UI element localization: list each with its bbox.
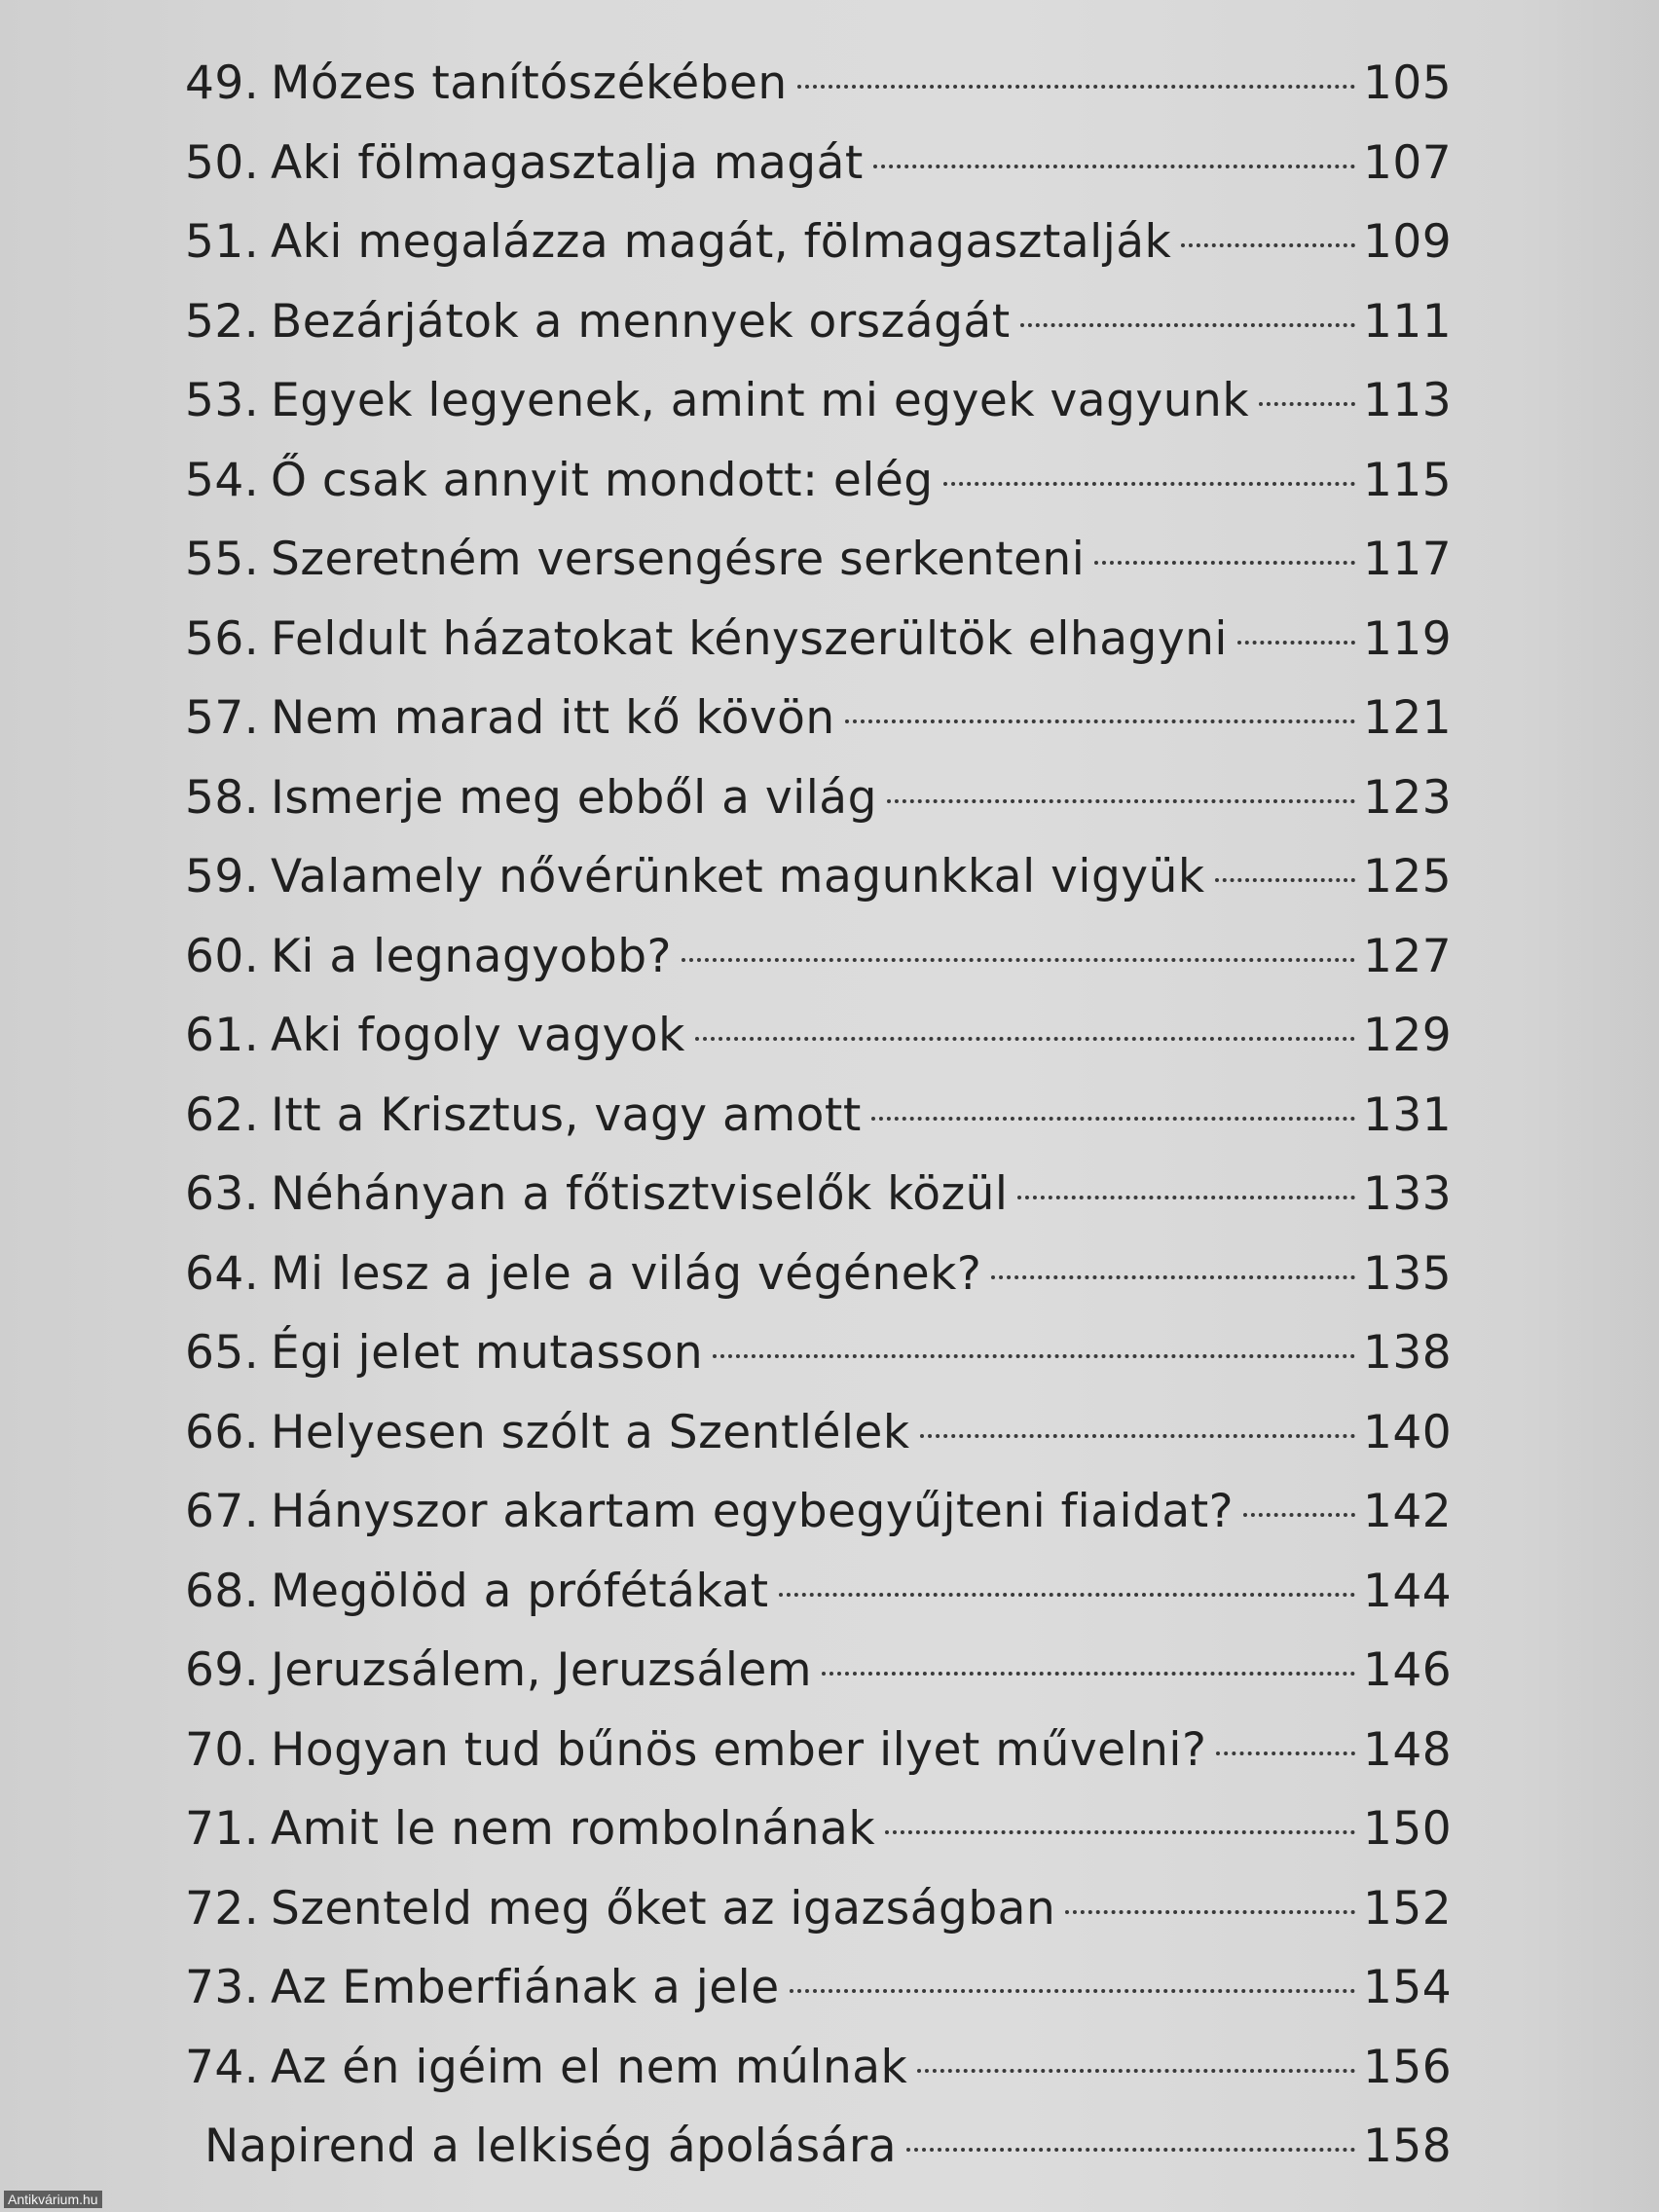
toc-entry-page: 150 [1363, 1802, 1453, 1856]
toc-entry-page: 158 [1363, 2120, 1453, 2173]
toc-entry-number: 69. [185, 1643, 260, 1697]
toc-entry [185, 850, 1451, 930]
toc-entry-title: Hogyan tud bűnös ember ilyet művelni? [271, 1722, 1207, 1777]
toc-entry-number: 61. [185, 1009, 260, 1062]
toc-entry-page: 121 [1363, 691, 1453, 745]
toc-entry-page: 140 [1363, 1405, 1453, 1459]
toc-entry-number: 63. [185, 1167, 260, 1221]
dot-leader [871, 1117, 1355, 1121]
toc-entry-page: 113 [1363, 374, 1453, 427]
toc-entry-page: 154 [1363, 1961, 1453, 2014]
toc-entry-title: Nem marad itt kő kövön [271, 691, 835, 745]
toc-entry-page: 127 [1363, 929, 1453, 983]
toc-entry-page: 129 [1363, 1009, 1453, 1062]
toc-entry-title: Aki megalázza magát, fölmagasztalják [271, 215, 1172, 269]
dot-leader [713, 1354, 1355, 1358]
toc-entry [185, 2041, 1451, 2120]
toc-entry [185, 771, 1451, 851]
toc-entry-page: 133 [1363, 1167, 1453, 1221]
toc-entry-number: 53. [185, 374, 260, 427]
toc-entry-title: Feldult házatokat kényszerültök elhagyni [271, 611, 1228, 666]
toc-entry-title: Az én igéim el nem múlnak [271, 2040, 908, 2094]
toc-entry-number: 73. [185, 1961, 260, 2014]
dot-leader [1181, 243, 1355, 247]
dot-leader [1237, 641, 1355, 645]
toc-entry [185, 1326, 1451, 1406]
toc-entry [185, 1167, 1451, 1247]
toc-entry-page: 107 [1363, 135, 1453, 190]
toc-entry-number: 58. [185, 770, 260, 825]
dot-leader [1020, 323, 1355, 327]
toc-entry-title: Ismerje meg ebből a világ [271, 770, 877, 825]
dot-leader [906, 2148, 1355, 2152]
toc-entry [185, 1088, 1451, 1168]
dot-leader [790, 1989, 1355, 1993]
toc-entry-title: Itt a Krisztus, vagy amott [271, 1088, 862, 1142]
toc-entry-number: 72. [185, 1881, 260, 1936]
toc-entry-number: 60. [185, 929, 260, 983]
toc-entry-title: Égi jelet mutasson [271, 1326, 704, 1380]
toc-entry-number: 64. [185, 1246, 260, 1301]
dot-leader [887, 799, 1355, 803]
dot-leader [682, 958, 1355, 962]
toc-entry [185, 1565, 1451, 1644]
toc-entry-number: 67. [185, 1485, 260, 1538]
toc-entry [185, 1643, 1451, 1723]
toc-entry-page: 111 [1363, 294, 1453, 349]
toc-entry-title: Szeretném versengésre serkenteni [271, 533, 1086, 586]
toc-entry-title: Napirend a lelkiség ápolására [204, 2120, 898, 2173]
toc-entry [185, 295, 1451, 375]
toc-entry-page: 125 [1363, 850, 1453, 903]
toc-entry-number: 56. [185, 611, 260, 666]
toc-entry-page: 135 [1363, 1246, 1453, 1301]
toc-entry [185, 215, 1451, 295]
dot-leader [779, 1593, 1355, 1597]
dot-leader [1215, 878, 1355, 882]
dot-leader [885, 1830, 1355, 1834]
dot-leader [1259, 402, 1355, 406]
toc-entry-number: 71. [185, 1802, 260, 1856]
dot-leader [1216, 1751, 1355, 1755]
toc-entry-title: Aki fölmagasztalja magát [271, 135, 864, 190]
toc-entry-title: Egyek legyenek, amint mi egyek vagyunk [271, 374, 1250, 427]
toc-entry [185, 1485, 1451, 1565]
toc-entry-title: Valamely nővérünket magunkkal vigyük [271, 850, 1205, 903]
toc-entry-title: Ki a legnagyobb? [271, 929, 672, 983]
toc-entry-page: 131 [1363, 1088, 1453, 1142]
dot-leader [822, 1672, 1355, 1676]
toc-entry-number: 49. [185, 56, 260, 110]
dot-leader [1065, 1910, 1355, 1914]
toc-entry-page: 142 [1363, 1485, 1453, 1538]
toc-entry [185, 374, 1451, 454]
toc-entry-number: 74. [185, 2040, 260, 2094]
toc-entry-page: 144 [1363, 1564, 1453, 1618]
toc-entry-page: 117 [1363, 533, 1453, 586]
toc-entry-title: Ő csak annyit mondott: elég [271, 453, 934, 507]
toc-entry-page: 148 [1363, 1722, 1453, 1777]
toc-entry-page: 123 [1363, 770, 1453, 825]
page-edge-shadow [1513, 0, 1659, 2212]
toc-entry-page: 152 [1363, 1881, 1453, 1936]
toc-entry [185, 1723, 1451, 1803]
dot-leader [797, 85, 1355, 89]
toc-entry-title: Jeruzsálem, Jeruzsálem [271, 1643, 813, 1697]
toc-entry-page: 119 [1363, 611, 1453, 666]
dot-leader [1243, 1513, 1355, 1517]
toc-entry-title: Mi lesz a jele a világ végének? [271, 1246, 982, 1301]
toc-entry-title: Megölöd a prófétákat [271, 1564, 769, 1618]
dot-leader [845, 719, 1355, 723]
toc-entry-number: 70. [185, 1722, 260, 1777]
dot-leader [1094, 561, 1355, 565]
toc-entry-page: 156 [1363, 2040, 1453, 2094]
dot-leader [920, 1434, 1355, 1438]
toc-entry [185, 1961, 1451, 2041]
toc-entry-number: 62. [185, 1088, 260, 1142]
toc-entry [185, 56, 1451, 136]
toc-entry [185, 1882, 1451, 1962]
toc-entry [185, 136, 1451, 216]
dot-leader [695, 1037, 1355, 1041]
toc-entry-title: Az Emberfiának a jele [271, 1961, 780, 2014]
toc-entry-number: 57. [185, 691, 260, 745]
toc-entry-number: 50. [185, 135, 260, 190]
toc-entry [185, 930, 1451, 1010]
watermark-label: Antikvárium.hu [4, 2191, 102, 2208]
toc-entry [185, 1009, 1451, 1088]
toc-entry-page: 109 [1363, 215, 1453, 269]
toc-entry-title: Mózes tanítószékében [271, 56, 788, 110]
toc-entry-title: Szenteld meg őket az igazságban [271, 1881, 1056, 1936]
toc-entry [185, 612, 1451, 692]
toc-entry-page: 146 [1363, 1643, 1453, 1697]
dot-leader [991, 1275, 1355, 1279]
toc-entry-number: 68. [185, 1564, 260, 1618]
dot-leader [943, 482, 1355, 486]
table-of-contents [185, 56, 1451, 2199]
toc-entry-title: Néhányan a főtisztviselők közül [271, 1167, 1009, 1221]
toc-entry [185, 1406, 1451, 1486]
toc-entry [185, 533, 1451, 612]
toc-entry-title: Helyesen szólt a Szentlélek [271, 1405, 910, 1459]
toc-entry-page: 115 [1363, 453, 1453, 507]
toc-entry-number: 54. [185, 453, 260, 507]
toc-entry-page: 138 [1363, 1326, 1453, 1380]
toc-entry [185, 1802, 1451, 1882]
toc-entry-number: 66. [185, 1405, 260, 1459]
toc-footer-entry [185, 2120, 1451, 2199]
toc-entry-title: Aki fogoly vagyok [271, 1009, 685, 1062]
toc-entry-number: 65. [185, 1326, 260, 1380]
toc-entry [185, 454, 1451, 534]
toc-entry-title: Hányszor akartam egybegyűjteni fiaidat? [271, 1485, 1235, 1538]
toc-entry-number: 59. [185, 850, 260, 903]
toc-entry-title: Bezárjátok a mennyek országát [271, 294, 1011, 349]
dot-leader [873, 165, 1355, 168]
dot-leader [917, 2069, 1355, 2073]
toc-entry [185, 1247, 1451, 1327]
toc-entry [185, 691, 1451, 771]
toc-entry-number: 55. [185, 533, 260, 586]
dot-leader [1017, 1196, 1355, 1199]
toc-entry-title: Amit le nem rombolnának [271, 1802, 876, 1856]
toc-entry-number: 52. [185, 294, 260, 349]
toc-entry-page: 105 [1363, 56, 1453, 110]
toc-entry-number: 51. [185, 215, 260, 269]
